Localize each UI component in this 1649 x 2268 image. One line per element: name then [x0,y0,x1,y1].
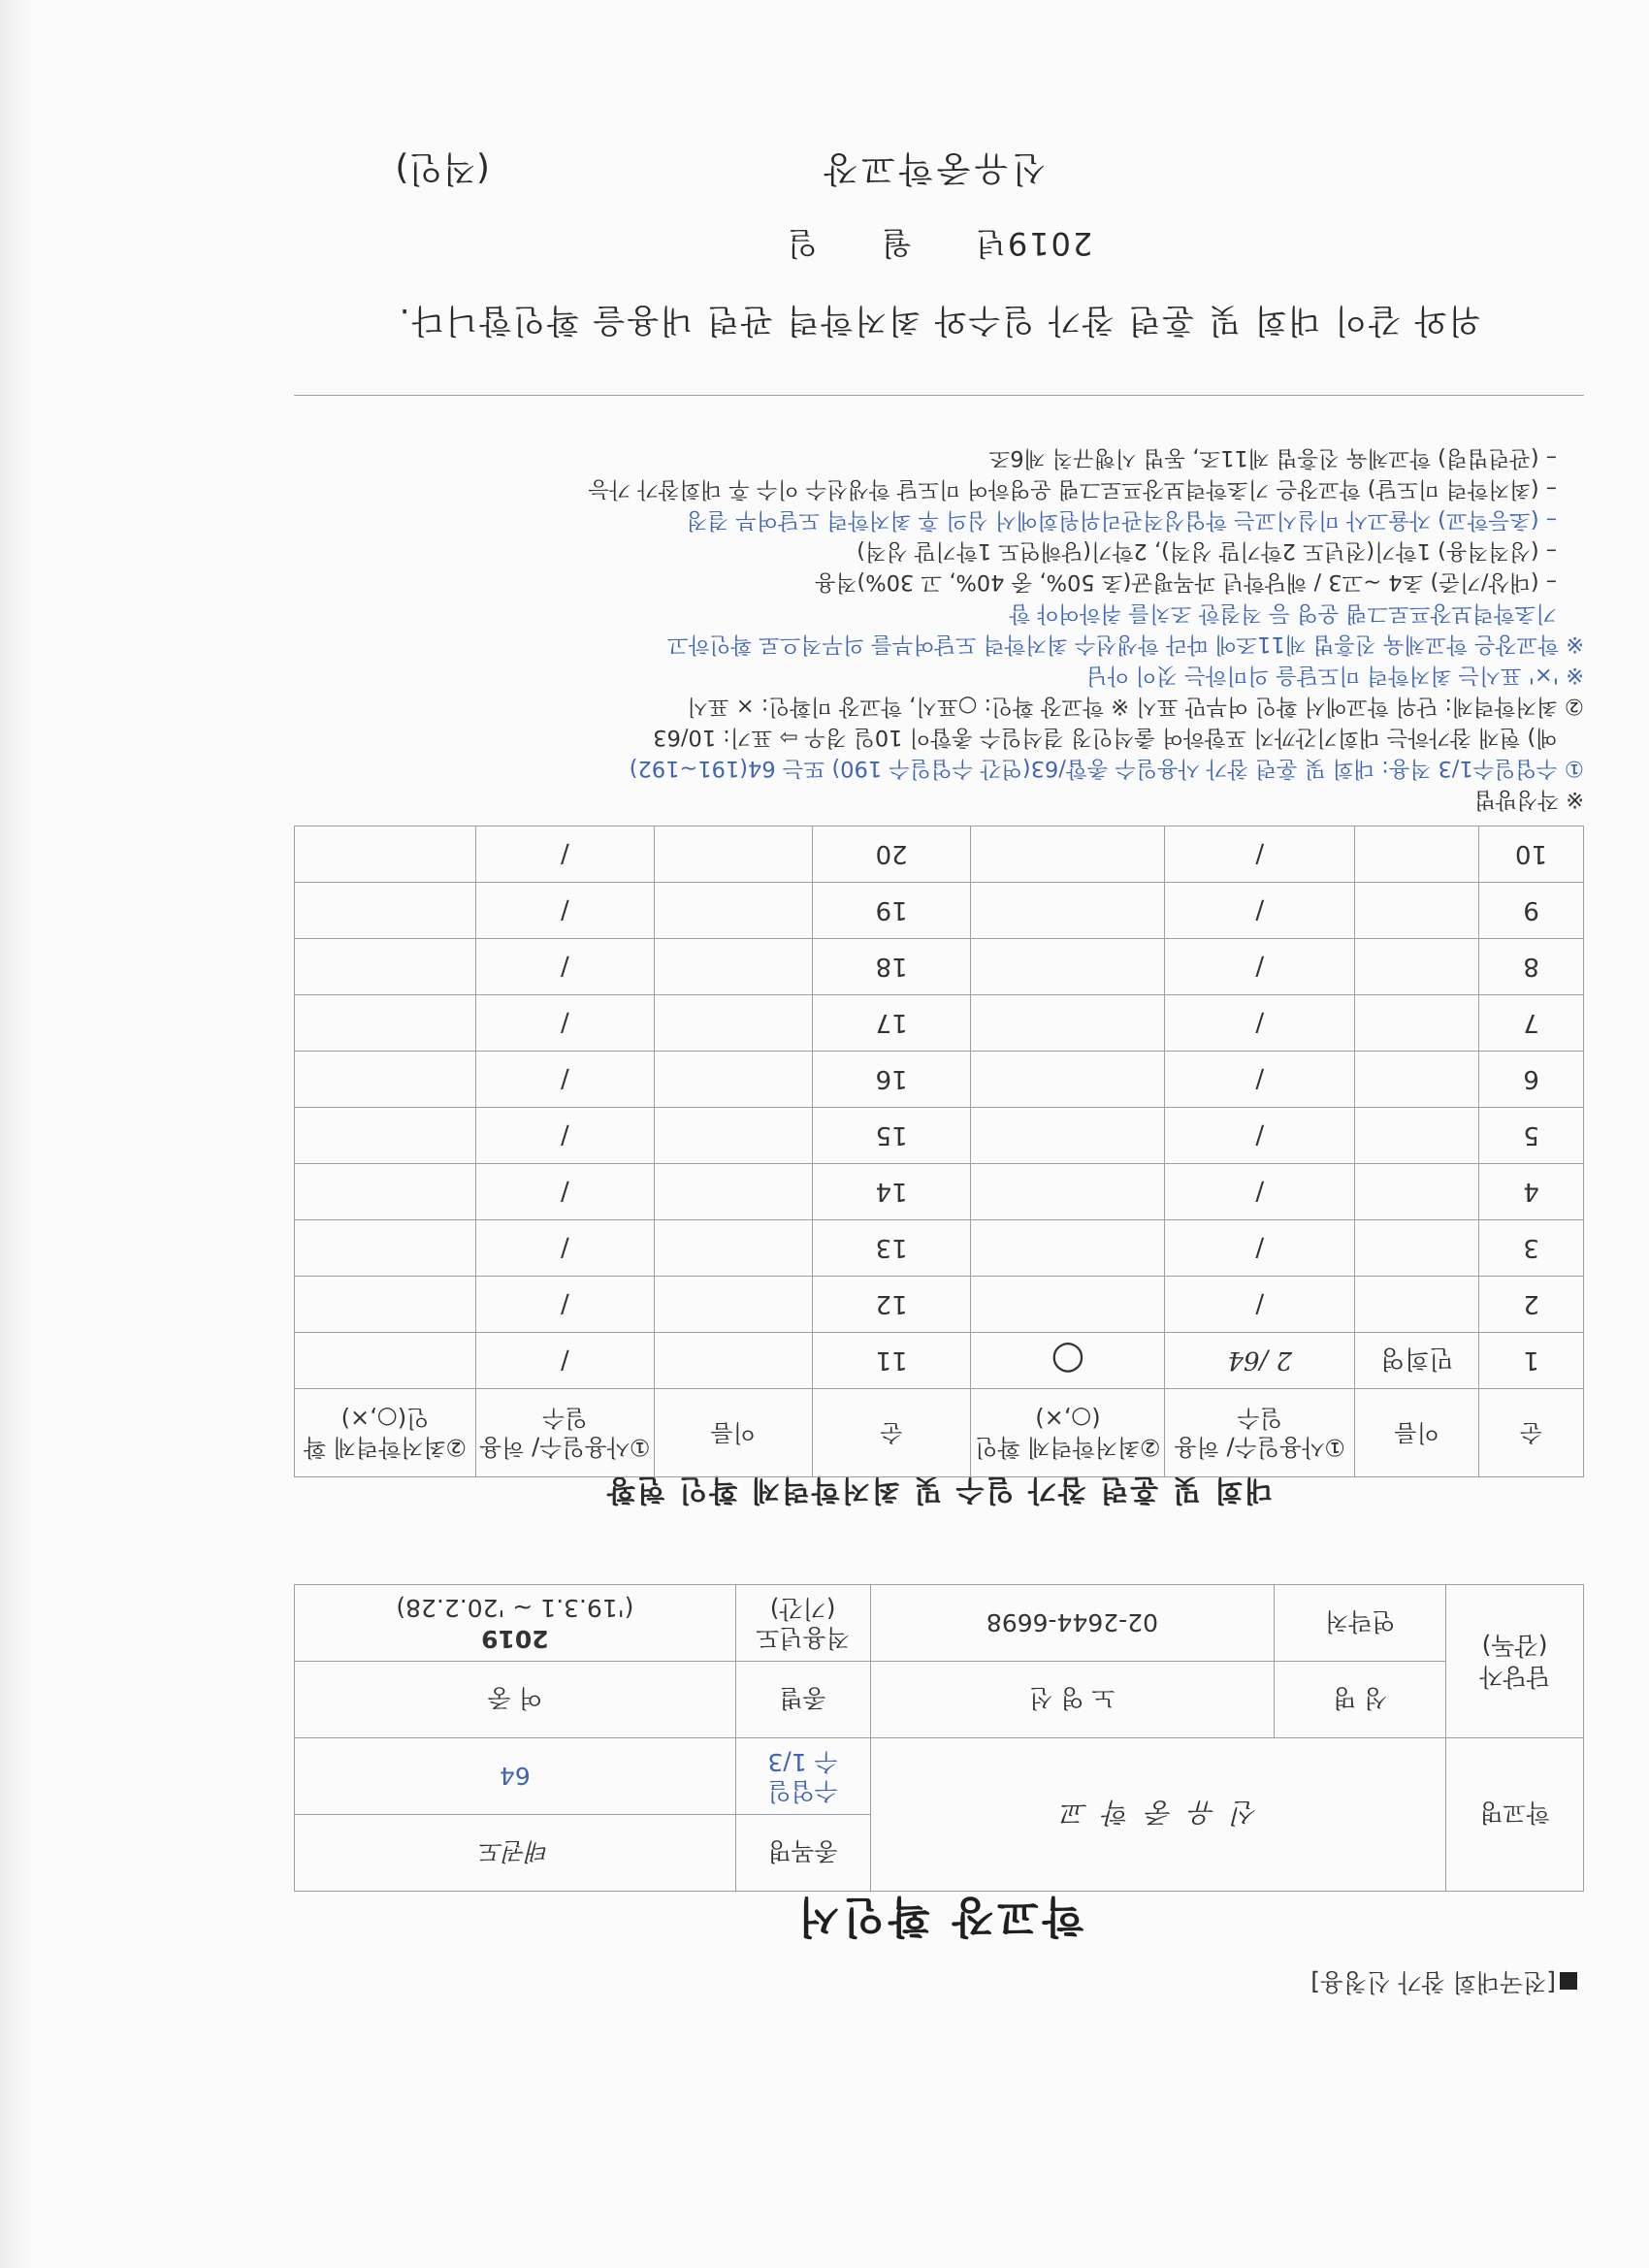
class-days-value: 64 [295,1738,736,1815]
school-info-table [294,1584,1584,1892]
row-name [1355,1277,1479,1333]
table-row [295,1333,1584,1389]
table-row [295,1052,1584,1108]
row-name [1355,939,1479,995]
note-line: – (초등학교) 자율고사 미실시교는 학업성적관리위원회에서 심의 후 최저학력 도달여부 결정 [686,507,1557,533]
table-row [295,1108,1584,1164]
usage-note-text: [전국대회 참가 신청용] [1310,1968,1556,1996]
table-row [295,1277,1584,1333]
row-days: / [1165,826,1355,883]
school-value: 신 유 중 학 교 [870,1738,1445,1892]
row-days: / [1165,1052,1355,1108]
supervisor-label: 담당자 (감독) [1446,1585,1584,1738]
issue-date [294,223,1584,268]
row-check [295,883,476,939]
event-label: 종목명 [735,1815,870,1892]
confirmation-text: 위와 같이 대회 및 훈련 참가 일수와 최저학력 관련 내용을 확인합니다. [397,301,1481,340]
row-check [971,1108,1165,1164]
row-name [654,1164,812,1220]
row-check [971,826,1165,883]
row-name [1355,995,1479,1052]
row-name [1355,1220,1479,1277]
class-value: 여 중 [295,1662,736,1738]
row-name [654,883,812,939]
official-seal: (직인) [395,148,490,188]
row-no: 19 [812,883,971,939]
note-line: ※ '×' 표시는 최저학력 미도달을 의미하는 것이 아님 [1085,663,1584,688]
table-row [295,995,1584,1052]
row-no: 7 [1479,995,1584,1052]
row-check [295,995,476,1052]
participation-table [294,826,1584,1477]
row-check: ○ [971,1333,1165,1389]
row-check [295,1164,476,1220]
row-name [654,1333,812,1389]
school-label: 학교명 [1446,1738,1584,1892]
row-days: 2 /64 [1165,1333,1355,1389]
note-line: ① 수업일수1/3 적용: 대회 및 훈련 참가 사용일수 총합/63(연간 수업일수 190) 또는 64(191~192) [629,756,1584,781]
table-row [295,1164,1584,1220]
row-name [1355,826,1479,883]
class-label: 종별 [735,1662,870,1738]
principal-title: 신유중학교장 [820,148,1046,188]
header-name: 이름 [654,1389,812,1477]
row-check [295,1277,476,1333]
row-check [971,995,1165,1052]
period-value: ('19.3.1 ~ '20.2.28) [396,1594,634,1622]
row-check [295,1052,476,1108]
row-check [295,1333,476,1389]
year-value: 2019 [481,1625,549,1653]
row-check [295,826,476,883]
note-line: – (성적적용) 1학기(전년도 2학기말 성적), 2학기(당해연도 1학기말 성적) [857,538,1557,564]
header-name: 이름 [1355,1389,1479,1477]
row-name [654,1108,812,1164]
date-year: 2019년 [973,225,1093,262]
instructions-section [294,442,1584,815]
row-days: / [1165,883,1355,939]
name-label: 성 명 [1275,1662,1446,1738]
row-no: 18 [812,939,971,995]
row-name [654,939,812,995]
date-day: 일 [785,225,818,262]
row-no: 1 [1479,1333,1584,1389]
contact-value: 02-2644-6698 [870,1585,1275,1662]
row-check [971,939,1165,995]
row-check [971,1052,1165,1108]
header-no: 순 [812,1389,971,1477]
row-days: / [1165,995,1355,1052]
row-name [1355,1108,1479,1164]
row-no: 2 [1479,1277,1584,1333]
note-line: ② 최저학력제: 단위 학교에서 확인 여부만 표시 ※ 학교장 확인: ○표시, 학교장 미확인: × 표시 [687,694,1584,719]
row-no: 14 [812,1164,971,1220]
document-title: 학교장 확인서 [793,1892,1084,1941]
section-title: 대회 및 훈련 참가 일수 및 최저학력제 확인 현황 [604,1473,1274,1507]
row-name [1355,883,1479,939]
usage-note [1310,1966,1577,2001]
row-no: 17 [812,995,971,1052]
row-no: 15 [812,1108,971,1164]
table-row [295,1220,1584,1277]
row-days: / [475,1277,654,1333]
event-value: 태권도 [295,1815,736,1892]
row-check [295,1108,476,1164]
row-name [654,995,812,1052]
row-name [654,1277,812,1333]
header-days: ①사용일수/ 허용일수 [475,1389,654,1477]
row-name [1355,1052,1479,1108]
row-no: 20 [812,826,971,883]
row-no: 8 [1479,939,1584,995]
row-no: 12 [812,1277,971,1333]
row-days: / [1165,1220,1355,1277]
header-days: ①사용일수/ 허용일수 [1165,1389,1355,1477]
note-line: – (최저학력 미도달) 학교장은 기초학력보장프로그램 운영하여 미도달 학생선수 이수 후 대회참가 가능 [588,476,1557,502]
notes-heading: ※ 작성방법 [1474,787,1584,812]
date-month: 월 [879,225,912,262]
row-check [971,883,1165,939]
row-no: 4 [1479,1164,1584,1220]
row-days: / [475,1164,654,1220]
row-no: 13 [812,1220,971,1277]
note-line: 예) 현재 참가하는 대회기간까지 포함하여 출석인정 결석일수 총합이 10일 경우 ⇨ 표기: 10/63 [653,725,1557,750]
row-days: / [475,883,654,939]
row-no: 3 [1479,1220,1584,1277]
period-label: 적용년도 (기간) [735,1585,870,1662]
name-value: 노 영 선 [870,1662,1275,1738]
row-no: 11 [812,1333,971,1389]
row-no: 10 [1479,826,1584,883]
row-days: / [475,1220,654,1277]
row-name [1355,1164,1479,1220]
row-days: / [475,939,654,995]
row-no: 5 [1479,1108,1584,1164]
row-check [971,1220,1165,1277]
row-days: / [1165,1277,1355,1333]
row-days: / [1165,1164,1355,1220]
row-check [295,1220,476,1277]
row-days: / [1165,939,1355,995]
row-no: 16 [812,1052,971,1108]
header-check: ②최저학력제 확인(○,×) [295,1389,476,1477]
row-check [971,1164,1165,1220]
document-content [294,0,1584,2268]
row-days: / [475,995,654,1052]
row-name [654,1220,812,1277]
note-line: ※ 학교장은 학교체육 진흥법 제11조에 따라 학생선수 최저학력 도달여부를 의무적으로 확인하고 [667,632,1584,657]
row-days: / [475,1108,654,1164]
row-no: 6 [1479,1052,1584,1108]
row-name: 민희영 [1355,1333,1479,1389]
row-no: 9 [1479,883,1584,939]
note-line: – (관련법령) 학교체육 진흥법 제11조, 동법 시행규칙 제6조 [988,445,1557,470]
row-days: / [475,826,654,883]
row-days: / [475,1052,654,1108]
table-row [295,883,1584,939]
table-header-row [295,1389,1584,1477]
note-line: – (대상/기준) 초4 ~고3 / 해당학년 과목평균(초 50%, 중 40%, 고 30%)적용 [815,569,1557,595]
row-days: / [1165,1108,1355,1164]
row-check [971,1277,1165,1333]
contact-label: 연락처 [1275,1585,1446,1662]
table-row [295,826,1584,883]
divider [294,395,1584,396]
header-no: 순 [1479,1389,1584,1477]
note-line: 기초학력보장프로그램 운영 등 적절한 조치를 취하여야 함 [1009,600,1557,626]
row-name [654,826,812,883]
row-name [654,1052,812,1108]
row-days: / [475,1333,654,1389]
scan-edge-shadow [0,0,33,2268]
class-days-label: 수업일수 1/3 [735,1738,870,1815]
period-cell [295,1585,736,1662]
table-row [295,939,1584,995]
header-check: ②최저학력제 확인(○,×) [971,1389,1165,1477]
row-check [295,939,476,995]
square-bullet-icon [1560,1972,1577,1990]
